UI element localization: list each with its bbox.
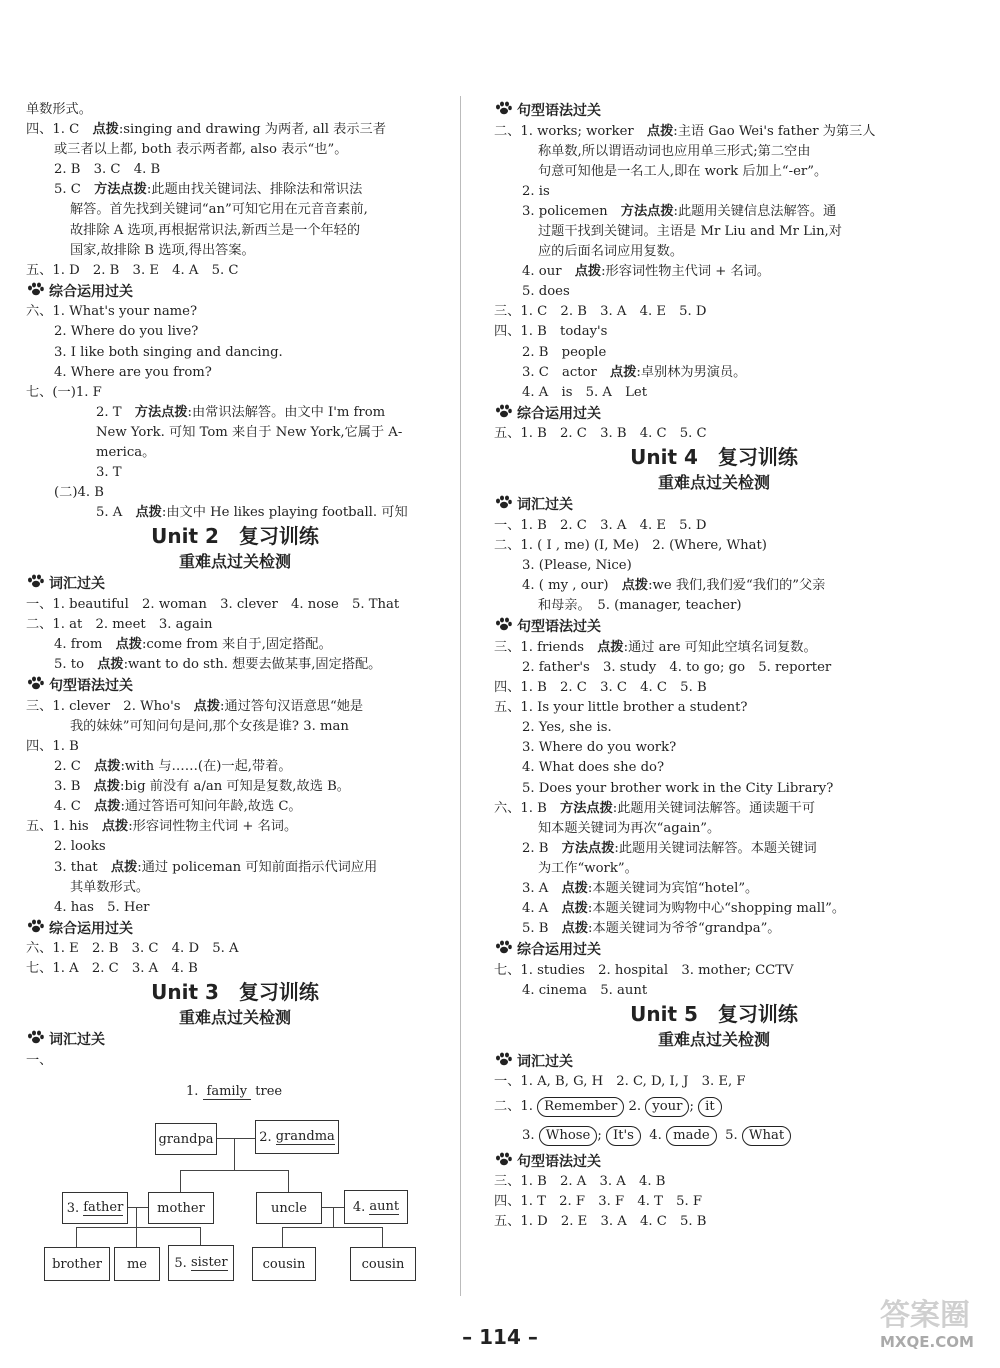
tree-label-num: 1. <box>186 1084 199 1099</box>
circled-word: your <box>645 1097 689 1117</box>
answer-line: 七、1. studies 2. hospital 3. mother; CCTV <box>494 962 794 978</box>
tree-box-grandma <box>255 1120 339 1154</box>
section-heading-text: 句型语法过关 <box>49 678 133 695</box>
tree-text-brother: brother <box>52 1256 102 1272</box>
u5-circled-num: 4. <box>649 1127 662 1143</box>
tree-text-grandma: grandma <box>275 1129 335 1144</box>
section-heading-text: 综合运用过关 <box>49 920 133 937</box>
answer-line: 三、1. clever 2. Who's 点拨:通过答句汉语意思“她是 <box>26 698 364 714</box>
answer-line: 一、1. B 2. C 3. A 4. E 5. D <box>494 517 707 533</box>
paw-icon <box>494 1052 514 1073</box>
tree-label-word: family <box>203 1084 252 1100</box>
u5-circled-row-1: 二、1. Remember 2. your ; it <box>494 1093 934 1121</box>
paw-icon <box>26 919 46 940</box>
tree-box-father <box>62 1192 128 1224</box>
tree-box-brother <box>44 1247 110 1281</box>
paw-icon <box>26 282 46 303</box>
paw-icon <box>494 940 514 961</box>
paw-icon <box>494 404 514 425</box>
answer-line: 五、1. his 点拨:形容词性物主代词 + 名词。 <box>26 819 298 835</box>
tree-num-father: 3. <box>66 1200 80 1216</box>
section-heading-text: 句型语法过关 <box>517 1153 601 1170</box>
answer-line: 3. I like both singing and dancing. <box>54 344 283 360</box>
tree-num-grandma: 2. <box>259 1129 272 1145</box>
section-heading-text: 句型语法过关 <box>517 103 601 119</box>
section-heading <box>26 282 444 303</box>
unit-title: Unit 3 复习训练 <box>151 980 319 1005</box>
tree-box-me <box>114 1247 160 1281</box>
tree-box-cousin-1 <box>252 1247 316 1281</box>
tree-num-aunt: 4. <box>352 1199 366 1215</box>
answer-line: 3. B 点拨:big 前没有 a/an 可知是复数,故选 B。 <box>54 779 350 795</box>
tree-text-mother: mother <box>157 1200 205 1216</box>
answer-line: 其单数形式。 <box>70 879 150 895</box>
section-heading-text: 词汇过关 <box>517 497 573 514</box>
answer-line: 四、1. C 点拨:singing and drawing 为两者, all 表示三者 <box>26 122 386 138</box>
circled-word: it <box>698 1097 722 1117</box>
paw-icon <box>494 617 514 638</box>
section-heading-text: 词汇过关 <box>49 1032 105 1049</box>
right-column-tail <box>494 1152 934 1233</box>
answer-line: 应的后面名词应用复数。 <box>538 244 684 260</box>
answer-line: 3. (Please, Nice) <box>522 558 632 574</box>
unit-subtitle: 重难点过关检测 <box>178 552 291 572</box>
watermark-logo: 答案圈 <box>880 1298 970 1333</box>
tree-box-aunt <box>344 1190 408 1224</box>
answer-line: 2. B 方法点拨:此题用关键词法解答。本题关键词 <box>522 840 817 856</box>
answer-line: New York. 可知 Tom 来自于 New York,它属于 A- <box>96 424 403 440</box>
answer-line: 2. father's 3. study 4. to go; go 5. reporter <box>522 659 832 675</box>
tree-text-grandpa: grandpa <box>158 1131 214 1147</box>
answer-line: 2. B people <box>522 344 607 360</box>
answer-line: 五、1. D 2. E 3. A 4. C 5. B <box>494 1214 707 1230</box>
section-heading <box>494 495 934 516</box>
answer-line: 称单数,所以谓语动词也应用单三形式;第二空由 <box>538 143 811 159</box>
answer-line: 3. that 点拨:通过 policeman 可知前面指示代词应用 <box>54 859 378 875</box>
answer-line: 3. C actor 点拨:卓别林为男演员。 <box>522 364 747 380</box>
answer-line: 3. T <box>96 465 122 481</box>
page-number: – 114 – <box>462 1325 538 1349</box>
section-heading <box>494 1052 934 1073</box>
unit-title: Unit 2 复习训练 <box>151 524 319 549</box>
answer-line: 3. A 点拨:本题关键词为宾馆“hotel”。 <box>522 881 759 896</box>
answer-line: 2. C 点拨:with 与……(在)一起,带着。 <box>54 759 292 775</box>
answer-line: 句意可知他是一名工人,即在 work 后加上“-er”。 <box>538 163 828 179</box>
right-column <box>494 100 934 1232</box>
answer-line: 4. ( my , our) 点拨:we 我们,我们爱“我们的”父亲 <box>522 578 826 594</box>
section-heading-text: 综合运用过关 <box>517 405 601 422</box>
answer-line: 4. from 点拨:come from 来自于,固定搭配。 <box>54 637 332 653</box>
answer-line: 单数形式。 <box>26 102 92 117</box>
answer-line: 一、1. beautiful 2. woman 3. clever 4. nose 5. That <box>26 596 400 612</box>
answer-line: 4. cinema 5. aunt <box>522 982 648 998</box>
answer-line: 四、1. T 2. F 3. F 4. T 5. F <box>494 1194 703 1210</box>
answer-line: 2. T 方法点拨:由常识法解答。由文中 I'm from <box>96 404 386 420</box>
u5-circled-row-2: 3. Whose ; It's 4. made 5. What <box>494 1121 934 1151</box>
unit-subtitle: 重难点过关检测 <box>178 1008 291 1028</box>
answer-line: 2. looks <box>54 839 106 855</box>
answer-line: 故排除 A 选项,再根据常识法,新西兰是一个年轻的 <box>70 222 361 238</box>
answer-line: 一、1. A, B, G, H 2. C, D, I, J 3. E, F <box>494 1074 746 1090</box>
tree-box-mother <box>148 1192 214 1224</box>
answer-line: 2. B 3. C 4. B <box>54 162 161 178</box>
answer-line: 和母亲。 5. (manager, teacher) <box>538 598 742 614</box>
tree-text-cousin-1: cousin <box>262 1256 306 1272</box>
paw-icon <box>494 1152 514 1173</box>
answer-line: 知本题关键词为再次“again”。 <box>538 820 721 836</box>
section-heading-text: 综合运用过关 <box>49 283 133 300</box>
section-heading-text: 句型语法过关 <box>517 619 601 636</box>
left-column <box>26 100 444 1071</box>
tree-box-cousin-2 <box>350 1247 416 1281</box>
paw-icon <box>26 1030 46 1051</box>
answer-line: 2. is <box>522 183 550 199</box>
answer-line: 3. policemen 方法点拨:此题用关键信息法解答。通 <box>522 203 837 219</box>
section-heading <box>26 676 444 697</box>
section-heading <box>26 1030 444 1051</box>
answer-line: 七、1. A 2. C 3. A 4. B <box>26 961 198 977</box>
answer-line: 5. B 点拨:本题关键词为爷爷“grandpa”。 <box>522 921 781 937</box>
paw-icon <box>26 574 46 595</box>
answer-line: 四、1. B today's <box>494 324 608 340</box>
answer-line: 三、1. C 2. B 3. A 4. E 5. D <box>494 304 707 320</box>
paw-icon <box>494 495 514 516</box>
answer-line: 3. Where do you work? <box>522 740 677 756</box>
answer-line: 解答。首先找到关键词“an”可知它用在元音音素前, <box>70 202 368 218</box>
section-heading-text: 词汇过关 <box>49 576 105 593</box>
answer-line: merica。 <box>96 445 156 460</box>
section-heading <box>494 1152 934 1173</box>
answer-line: 过题干找到关键词。主语是 Mr Liu and Mr Lin,对 <box>538 223 842 239</box>
answer-line: 五、1. D 2. B 3. E 4. A 5. C <box>26 262 239 278</box>
circled-word: It's <box>606 1126 641 1146</box>
tree-label-tail: tree <box>255 1084 283 1099</box>
right-column-main <box>494 101 934 1093</box>
answer-line: 六、1. What's your name? <box>26 304 198 320</box>
u5-circled-num: 5. <box>725 1127 738 1143</box>
section-heading <box>26 919 444 940</box>
u5-circled-num: 3. <box>522 1127 535 1143</box>
answer-line: 5. A 点拨:由文中 He likes playing football. 可知 <box>96 505 408 521</box>
answer-line: 或三者以上都, both 表示两者都, also 表示“也”。 <box>54 142 348 158</box>
unit-subtitle: 重难点过关检测 <box>657 1029 770 1049</box>
unit-title: Unit 5 复习训练 <box>630 1001 798 1026</box>
answer-line: 4. A 点拨:本题关键词为购物中心“shopping mall”。 <box>522 901 846 917</box>
section-heading-text: 词汇过关 <box>517 1053 573 1070</box>
answer-line: 六、1. E 2. B 3. C 4. D 5. A <box>26 941 239 957</box>
answer-line: 二、1. works; worker 点拨:主语 Gao Wei's father 为第三人 <box>494 123 876 139</box>
answer-line: (二)4. B <box>54 485 104 501</box>
answer-line: 为工作“work”。 <box>538 860 638 876</box>
circled-word: Remember <box>537 1097 624 1117</box>
answer-line: 5. C 方法点拨:此题由找关键词法、排除法和常识法 <box>54 182 363 198</box>
tree-text-uncle: uncle <box>271 1200 307 1216</box>
answer-line: 4. What does she do? <box>522 760 665 776</box>
paw-icon <box>26 676 46 697</box>
watermark-url: MXQE.COM <box>880 1333 974 1351</box>
tree-box-sister <box>168 1245 234 1281</box>
answer-line: 2. Where do you live? <box>54 324 199 340</box>
tree-text-aunt: aunt <box>369 1199 400 1214</box>
answer-line: 4. our 点拨:形容词性物主代词 + 名词。 <box>522 264 771 280</box>
answer-line: 4. A is 5. A Let <box>522 384 648 400</box>
circled-word: Whose <box>539 1126 598 1146</box>
circled-word: made <box>666 1126 717 1146</box>
u5-circled-prefix: 二、1. <box>494 1098 533 1114</box>
u5-circled-num: 2. <box>628 1098 642 1114</box>
column-divider <box>460 96 461 1296</box>
answer-line: 一、 <box>26 1052 53 1068</box>
answer-line: 5. Does your brother work in the City Library? <box>522 780 834 796</box>
tree-text-sister: sister <box>190 1255 228 1270</box>
answer-line: 国家,故排除 B 选项,得出答案。 <box>70 242 255 258</box>
answer-line: 2. Yes, she is. <box>522 720 612 736</box>
answer-line: 三、1. friends 点拨:通过 are 可知此空填名词复数。 <box>494 639 817 655</box>
section-heading-text: 综合运用过关 <box>517 942 601 959</box>
unit-subtitle: 重难点过关检测 <box>657 473 770 493</box>
answer-line: 5. to 点拨:want to do sth. 想要去做某事,固定搭配。 <box>54 657 382 673</box>
section-heading <box>26 574 444 595</box>
tree-box-uncle <box>256 1192 322 1224</box>
unit-title: Unit 4 复习训练 <box>630 445 798 470</box>
circled-word: What <box>742 1126 791 1146</box>
tree-text-cousin-2: cousin <box>361 1256 405 1272</box>
answer-line: 五、1. Is your little brother a student? <box>494 700 748 716</box>
section-heading <box>494 940 934 961</box>
tree-box-grandpa <box>155 1123 217 1155</box>
answer-line: 七、(一)1. F <box>26 384 102 400</box>
section-heading <box>494 101 934 122</box>
answer-line: 我的妹妹”可知问句是问,那个女孩是谁? 3. man <box>70 718 349 734</box>
answer-line: 五、1. B 2. C 3. B 4. C 5. C <box>494 426 707 442</box>
answer-line: 4. Where are you from? <box>54 364 212 380</box>
answer-line: 四、1. B 2. C 3. C 4. C 5. B <box>494 680 707 696</box>
paw-icon <box>494 101 514 122</box>
answer-line: 4. C 点拨:通过答语可知问年龄,故选 C。 <box>54 799 302 815</box>
answer-line: 4. has 5. Her <box>54 899 150 915</box>
answer-line: 四、1. B <box>26 738 79 754</box>
answer-line: 三、1. B 2. A 3. A 4. B <box>494 1174 666 1190</box>
section-heading <box>494 404 934 425</box>
answer-line: 六、1. B 方法点拨:此题用关键词法解答。通读题干可 <box>494 800 816 816</box>
tree-text-father: father <box>83 1200 124 1215</box>
section-heading <box>494 617 934 638</box>
answer-line: 5. does <box>522 284 570 300</box>
answer-line: 二、1. ( I , me) (I, Me) 2. (Where, What) <box>494 538 767 553</box>
tree-text-me: me <box>126 1256 148 1272</box>
answer-line: 二、1. at 2. meet 3. again <box>26 616 213 632</box>
tree-num-sister: 5. <box>174 1255 187 1271</box>
